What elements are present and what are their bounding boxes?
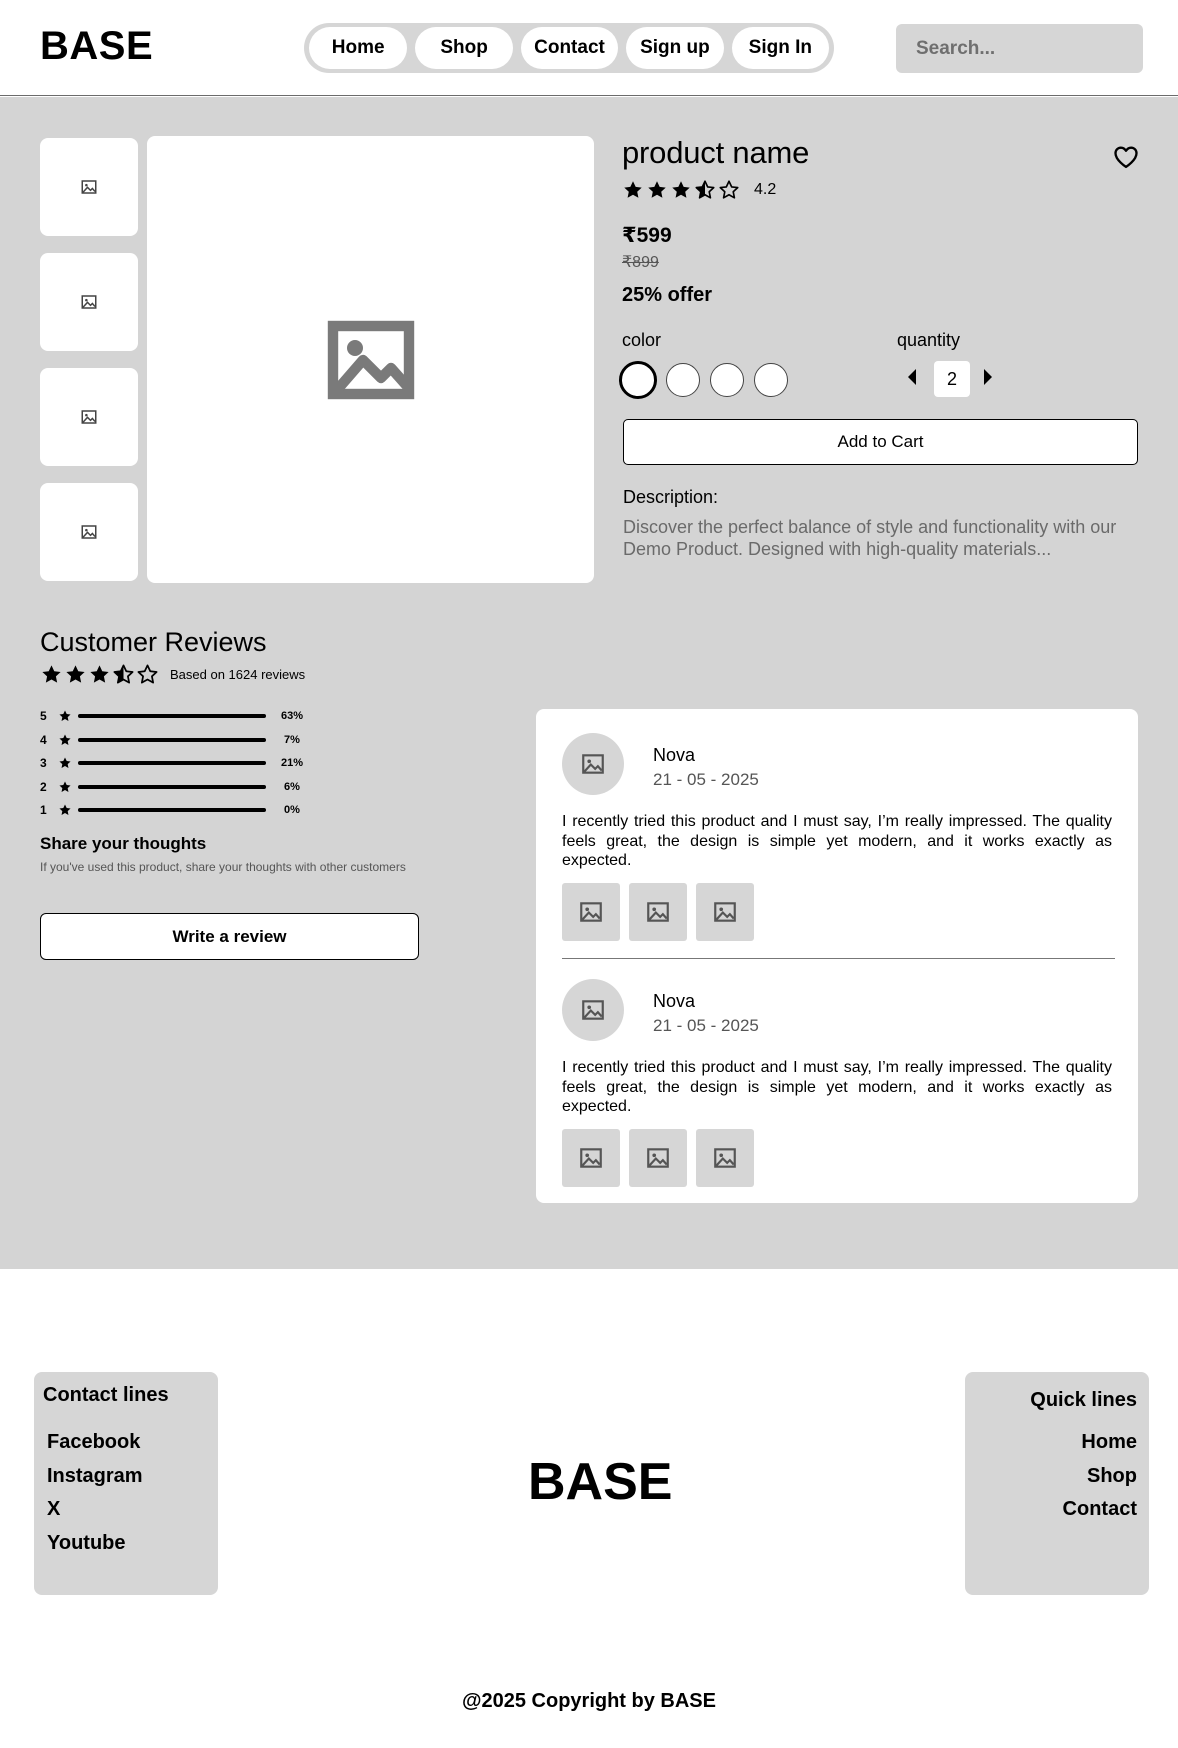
share-title: Share your thoughts [40,834,207,853]
footer-link-instagram[interactable]: Instagram [47,1465,143,1487]
footer-link-home[interactable]: Home [1081,1431,1137,1453]
reviews-count: Based on 1624 reviews [170,667,306,682]
review-divider [562,958,1115,959]
product-section [0,97,1178,1269]
thumbnail-2[interactable] [40,253,138,351]
rating-bar-row [40,779,307,795]
rating-bar [78,714,266,718]
star-icon [58,733,72,747]
rating-bar-percent: 6% [284,781,300,793]
thumbnail-3[interactable] [40,368,138,466]
image-placeholder-icon [80,523,98,541]
review-text: I recently tried this product and I must say, I’m really impressed. The quality feels great, the design is simple yet modern, and it works exactly as expected. [562,813,1112,869]
rating-bar-stars: 2 [40,780,47,794]
product-rating [622,179,776,201]
star-icon [622,179,644,201]
review-date: 21 - 05 - 2025 [653,770,759,789]
write-review-button[interactable]: Write a review [40,913,419,960]
review-image[interactable] [696,883,754,941]
color-swatch-4[interactable] [754,363,788,397]
footer-link-facebook[interactable]: Facebook [47,1431,141,1453]
rating-bar-row [40,755,307,771]
rating-bar-row [40,732,307,748]
caret-right-icon [982,368,994,386]
thumbnail-4[interactable] [40,483,138,581]
review-date: 21 - 05 - 2025 [653,1016,759,1035]
image-placeholder-icon [578,1145,604,1171]
description-title: Description: [623,487,719,507]
star-empty-icon [136,663,159,686]
old-price: ₹899 [622,254,659,271]
color-swatch-2[interactable] [666,363,700,397]
color-swatch-1[interactable] [619,361,657,399]
thumbnail-1[interactable] [40,138,138,236]
star-icon [40,663,63,686]
image-placeholder-icon [580,997,606,1023]
quantity-label: quantity [897,330,961,350]
review-image[interactable] [629,883,687,941]
quantity-increase-button[interactable] [976,365,1000,389]
heart-icon[interactable] [1112,143,1140,171]
rating-bar-percent: 0% [284,804,300,816]
star-icon [58,709,72,723]
star-half-icon [112,663,135,686]
image-placeholder-icon [80,293,98,311]
review-image[interactable] [562,1129,620,1187]
product-name: product name [622,135,810,170]
rating-bar-stars: 3 [40,756,47,770]
add-to-cart-button[interactable]: Add to Cart [623,419,1138,465]
nav-contact[interactable]: Contact [521,27,618,69]
rating-bar-row [40,802,307,818]
footer-link-youtube[interactable]: Youtube [47,1532,126,1554]
rating-bar-percent: 7% [284,734,300,746]
nav-shop[interactable]: Shop [415,27,512,69]
reviews-list [536,709,1138,1203]
review-text: I recently tried this product and I must say, I’m really impressed. The quality feels great, the design is simple yet modern, and it works exactly as expected. [562,1059,1112,1115]
image-placeholder-icon [323,312,419,408]
image-placeholder-icon [712,899,738,925]
rating-bar [78,785,266,789]
rating-bar-stars: 4 [40,733,47,747]
rating-value: 4.2 [754,181,777,198]
avatar [562,733,624,795]
star-icon [646,179,668,201]
caret-left-icon [906,368,918,386]
rating-bar [78,808,266,812]
reviewer-name: Nova [653,991,696,1011]
image-placeholder-icon [578,899,604,925]
rating-bar-stars: 5 [40,709,47,723]
quantity-decrease-button[interactable] [900,365,924,389]
color-swatch-3[interactable] [710,363,744,397]
image-placeholder-icon [80,408,98,426]
avatar [562,979,624,1041]
star-icon [58,803,72,817]
nav-sign-up[interactable]: Sign up [626,27,723,69]
image-placeholder-icon [580,751,606,777]
footer-quick-title: Quick lines [1030,1389,1137,1411]
footer-contact-title: Contact lines [43,1384,169,1406]
nav-home[interactable]: Home [309,27,407,69]
reviews-rating [40,663,305,686]
image-placeholder-icon [645,899,671,925]
rating-bar [78,738,266,742]
image-placeholder-icon [712,1145,738,1171]
star-icon [58,780,72,794]
review-image[interactable] [629,1129,687,1187]
footer-logo: BASE [528,1453,673,1511]
reviewer-name: Nova [653,745,696,765]
search-input[interactable] [896,24,1143,73]
site-header [0,0,1178,96]
image-placeholder-icon [80,178,98,196]
main-nav [304,23,834,73]
rating-bar-percent: 21% [280,757,304,769]
star-icon [64,663,87,686]
rating-bar-row [40,708,307,724]
footer-quick-box [965,1372,1149,1595]
footer-link-shop[interactable]: Shop [1087,1465,1137,1487]
review-image[interactable] [562,883,620,941]
star-empty-icon [718,179,740,201]
review-image[interactable] [696,1129,754,1187]
description-text: Discover the perfect balance of style and functionality with our Demo Product. Designed with high-quality materials... [623,517,1117,559]
reviews-title: Customer Reviews [40,627,267,657]
color-label: color [622,330,662,350]
rating-bar-percent: 63% [280,710,304,722]
star-half-icon [694,179,716,201]
footer-contact-box [34,1372,218,1595]
nav-sign-in[interactable]: Sign In [732,27,829,69]
price: ₹599 [622,224,672,247]
quantity-value[interactable]: 2 [934,361,970,397]
star-icon [670,179,692,201]
footer-link-x[interactable]: X [47,1498,61,1520]
star-icon [88,663,111,686]
site-logo[interactable]: BASE [40,24,154,68]
rating-bar [78,761,266,765]
image-placeholder-icon [645,1145,671,1171]
rating-bar-stars: 1 [40,803,47,817]
main-product-image [147,136,594,583]
share-text: If you've used this product, share your thoughts with other customers [40,860,406,874]
copyright-text: @2025 Copyright by BASE [461,1690,716,1712]
star-icon [58,756,72,770]
footer-link-contact[interactable]: Contact [1062,1498,1137,1520]
offer-badge: 25% offer [622,284,713,306]
